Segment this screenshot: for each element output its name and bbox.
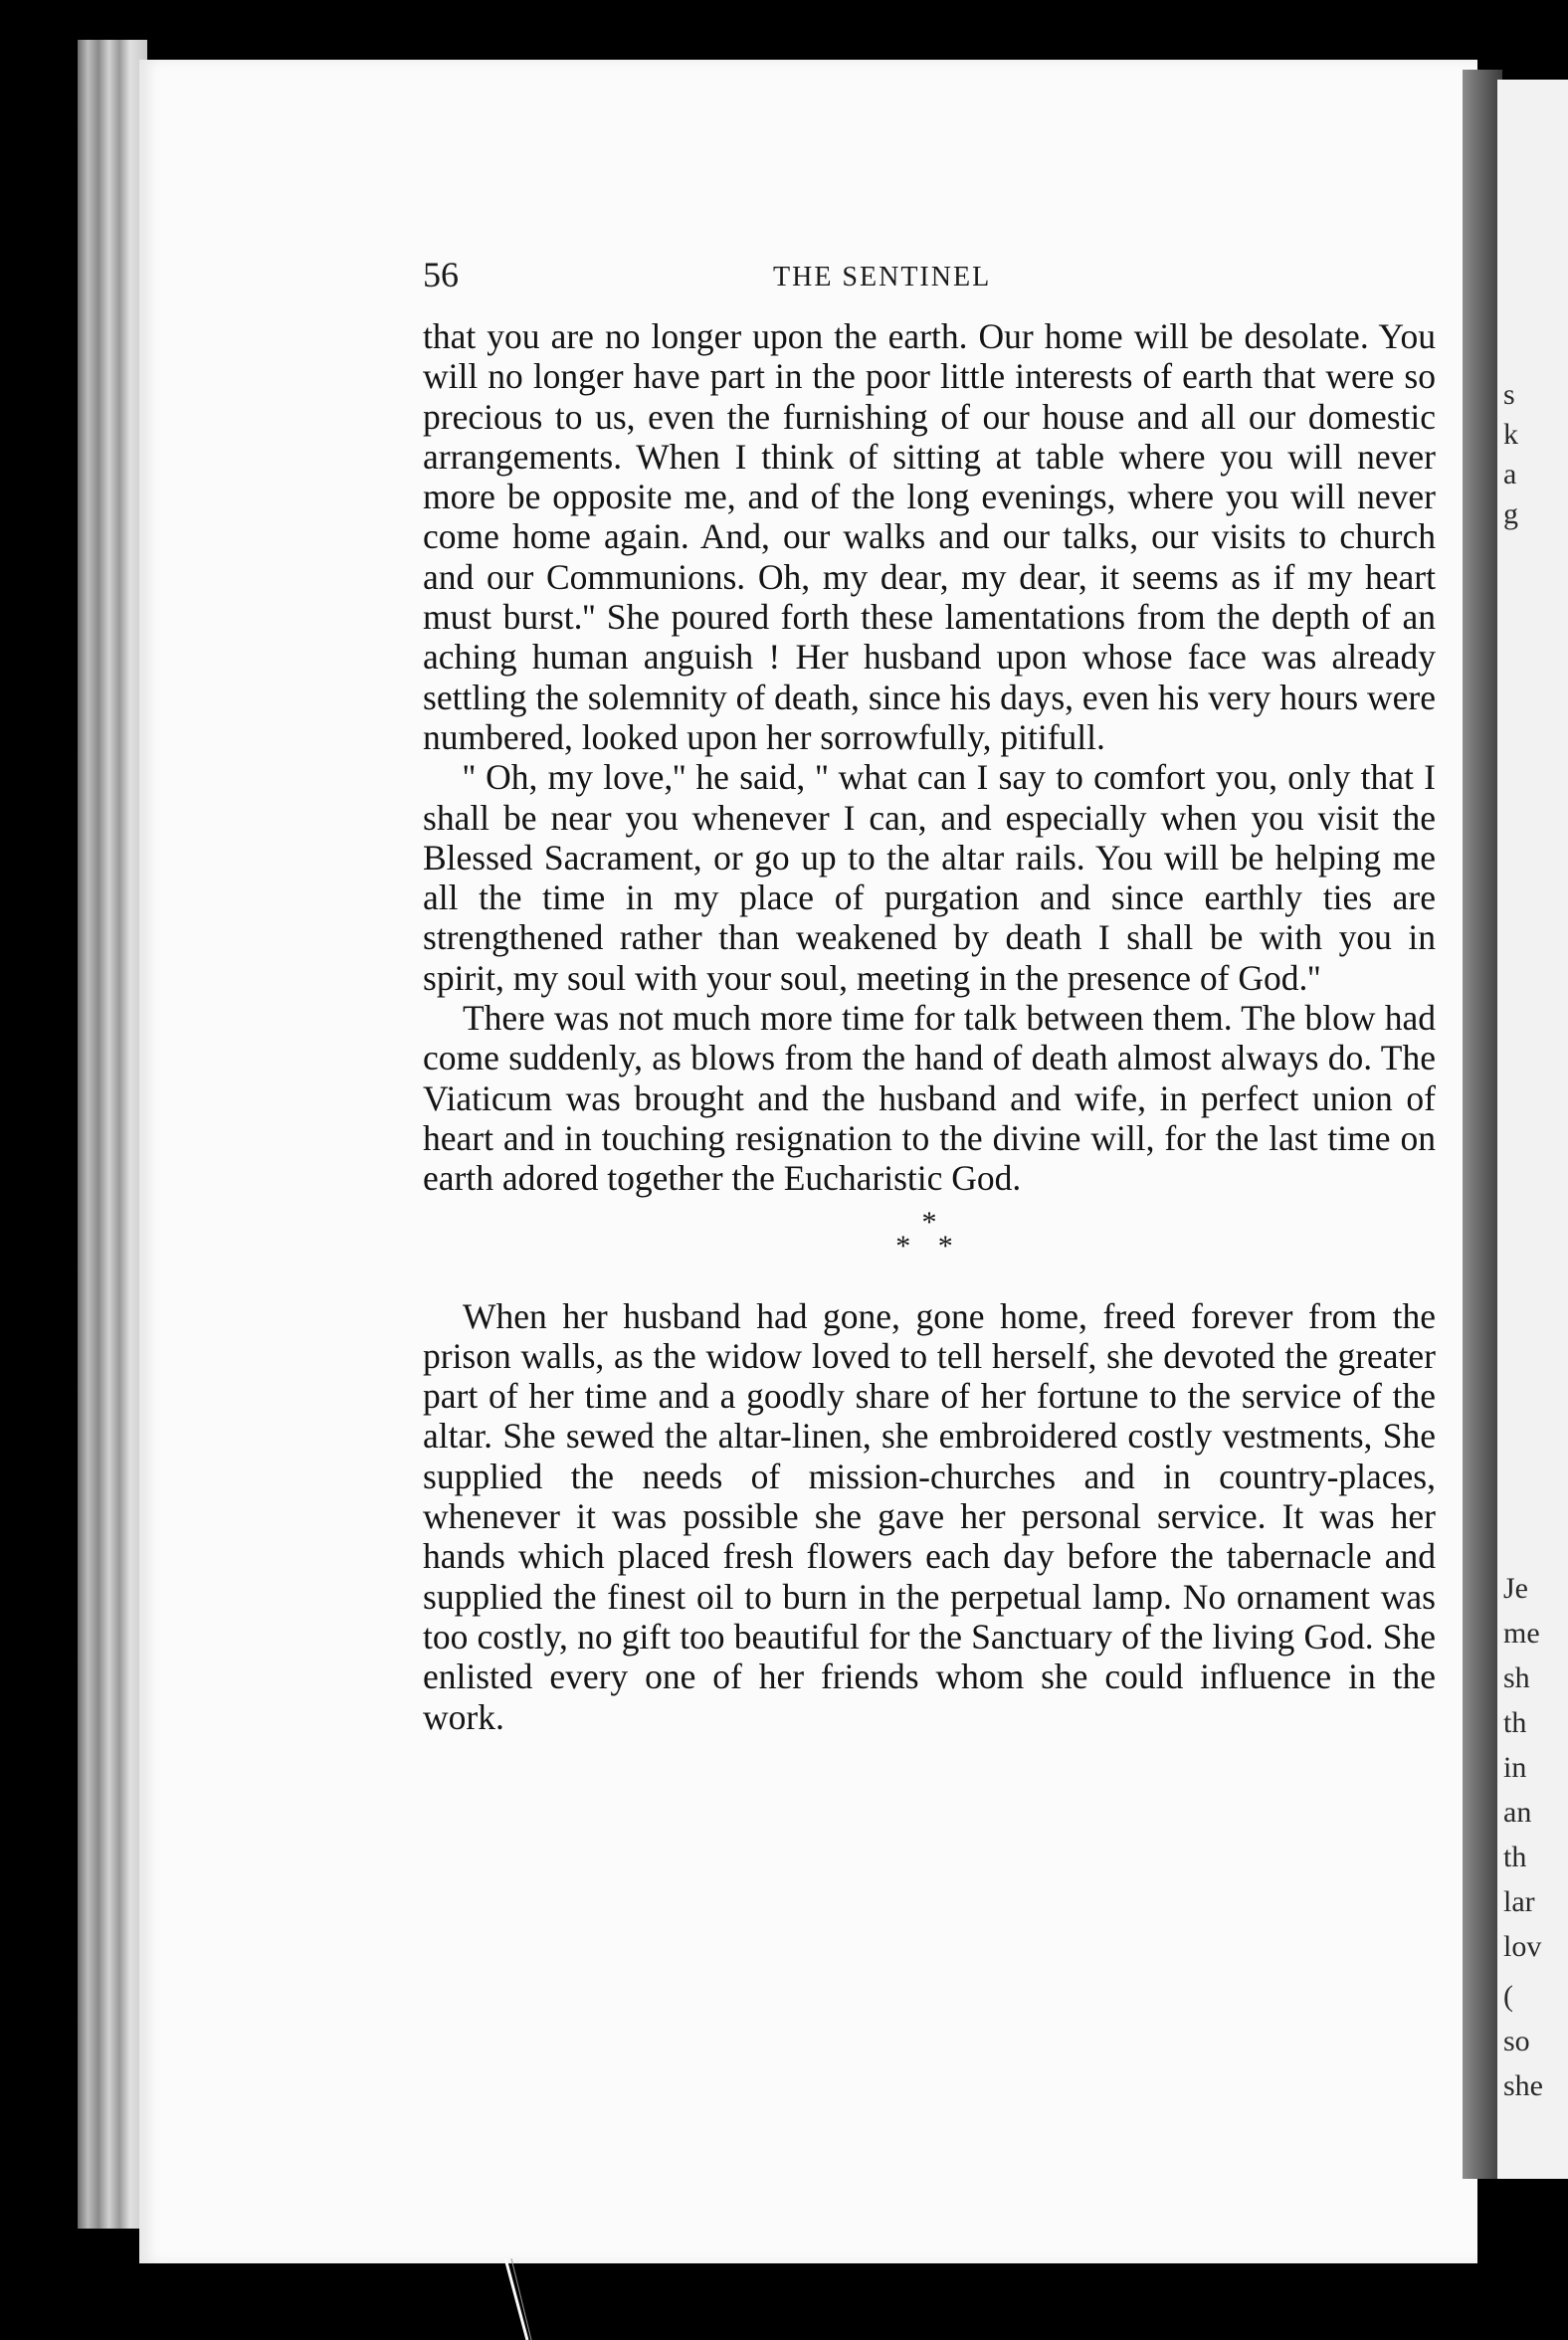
asterism-bottom: * * <box>895 1229 963 1263</box>
facing-page-fragment: lov <box>1503 1930 1542 1963</box>
facing-page-fragment: th <box>1503 1706 1527 1739</box>
facing-page <box>1497 80 1568 2179</box>
facing-page-fragment: so <box>1503 2025 1530 2057</box>
facing-page-fragment: she <box>1503 2069 1543 2102</box>
facing-page-fragment: in <box>1503 1751 1527 1784</box>
running-title: THE SENTINEL <box>773 262 992 292</box>
facing-page-fragment: g <box>1503 497 1518 530</box>
facing-page-fragment: k <box>1503 418 1518 451</box>
asterism-top: * <box>921 1205 937 1239</box>
page-mark-decoration <box>497 2258 557 2340</box>
facing-page-fragment: lar <box>1503 1885 1535 1918</box>
facing-page-fragment: ( <box>1503 1980 1513 2013</box>
paragraph: '' Oh, my love,'' he said, '' what can I say to comfort you, only that I shall be near you whenever I can, and especially when you visit the Blessed Sacrament, or go up to the altar rails. You will be helping me all the time in my place of purgation and since earthly ties are strengthened rather than weakened by death I shall be with you in spirit, my soul with your soul, meeting in the presence of God.'' <box>423 757 1436 998</box>
facing-page-fragment: s <box>1503 378 1515 411</box>
facing-page-fragment: th <box>1503 1841 1527 1873</box>
page-number: 56 <box>423 255 459 294</box>
paragraph: that you are no longer upon the earth. Our home will be desolate. You will no longer have part in the poor little interests of earth that were so precious to us, even the furnishing of our house and all our domestic arrangements. When I think of sitting at table where you will never more be opposite me, and of the long evenings, where you will never come home again. And, our walks and our talks, our visits to church and our Communions. Oh, my dear, my dear, it seems as if my heart must burst.'' She poured forth these lamentations from the depth of an aching human anguish ! Her husband upon whose face was already settling the solemnity of death, since his days, even his very hours were numbered, looked upon her sorrowfully, pitifull. <box>423 316 1436 757</box>
facing-page-fragment: sh <box>1503 1661 1530 1694</box>
paragraph: When her husband had gone, gone home, freed forever from the prison walls, as the widow loved to tell herself, she devoted the greater part of her time and a goodly share of her fortune to the service of the altar. She sewed the altar-linen, she embroidered costly vestments, She supplied the needs of mission-churches and in country-places, whenever it was possible she gave her personal service. It was her hands which placed fresh flowers each day before the tabernacle and supplied the finest oil to burn in the perpetual lamp. No ornament was too costly, no gift too beautiful for the Sanctuary of the living God. She enlisted every one of her friends whom she could influence in the work. <box>423 1295 1436 1737</box>
facing-page-fragment: an <box>1503 1796 1532 1829</box>
body-text <box>423 316 1436 1737</box>
book-gutter <box>1463 70 1502 2179</box>
book-page-edges <box>78 40 147 2229</box>
facing-page-fragment: me <box>1503 1617 1540 1650</box>
page-header <box>423 254 1438 303</box>
section-separator <box>423 1199 1436 1296</box>
paragraph: There was not much more time for talk between them. The blow had come suddenly, as blows from the hand of death almost always do. The Viaticum was brought and the husband and wife, in perfect union of heart and in touching resignation to the divine will, for the last time on earth adored together the Eucharistic God. <box>423 998 1436 1199</box>
facing-page-fragment: a <box>1503 458 1517 490</box>
facing-page-fragment: Je <box>1503 1572 1528 1605</box>
